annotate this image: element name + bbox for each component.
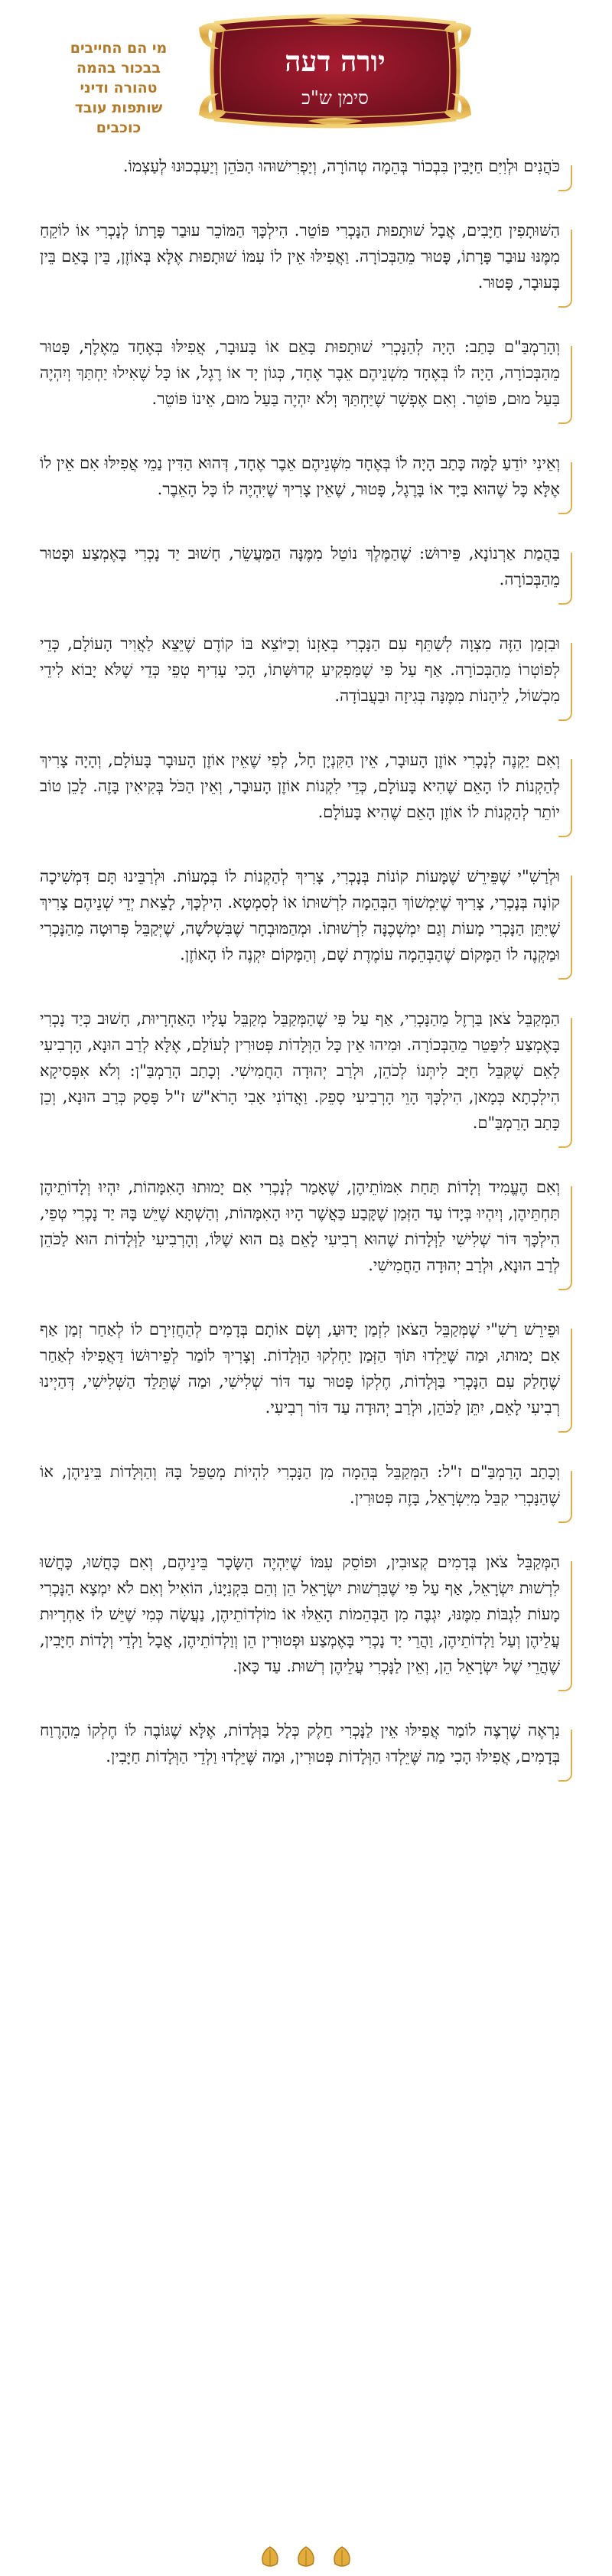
text-paragraph: הַמְּקַבֵּל צֹאן בְּדָמִים קְצוּבִין, וּפוֹסֵק עִמּוֹ שֶׁיִּהְיֶה הַשָּׂכָר בֵּינֵיהֶם, וְאִם כָּחֲשׁוּ, כָּחֲשׁוּ לִרְשׁוּת יִשְׂרָאֵל, אַף עַל פִּי שֶׁבִּרְשׁוּת יִשְׂרָאֵל הֵן וְהֵם בִּקְנִיָּנוֹ, הוֹאִיל וְאִם לֹא יִמְצָא הַנָּכְרִי מָעוֹת לִגְבּוֹת מִמֶּנּוּ, יִגְבֶּה מִן הַבְּהֵמוֹת הָאֵלּוּ אוֹ מוֹלְדוֹתֵיהֶן, נַעֲשָׂה כְּמִי שֶׁיֵּשׁ לוֹ אַחְרָיוּת עֲלֵיהֶן וְעַל וַלְדוֹתֵיהֶן, וַהֲרֵי יַד נָכְרִי בָּאֶמְצַע וּפְטוּרִין הֵן וְוַלְדוֹתֵיהֶן, אֲבָל וַלְדֵי וְלָדוֹת חַיָּבִין, שֶׁהֲרֵי שֶׁל יִשְׂרָאֵל הֵן, וְאֵין לַנָּכְרִי עֲלֵיהֶן רְשׁוּת. עַד כָּאן. bbox=[40, 1549, 572, 1691]
text-body bbox=[0, 153, 612, 1808]
banner-title: יורה דעה bbox=[285, 44, 386, 78]
title-banner bbox=[193, 14, 477, 129]
text-paragraph: וְכָתַב הָרַמְבַּ"ם ז"ל: הַמְּקַבֵּל בְּהֵמָה מִן הַנָּכְרִי לִהְיוֹת מְטַפֵּל בָּהּ וְהַוְּלָדוֹת בֵּינֵיהֶן, אוֹ שֶׁהַנָּכְרִי קִבֵּל מִיִּשְׂרָאֵל, בָּזֶה פְּטוּרִין. bbox=[40, 1459, 572, 1523]
topic-note-line: בבכור בהמה bbox=[76, 60, 161, 77]
topic-note-line: שותפות עובד bbox=[74, 99, 163, 116]
text-paragraph: וּפֵירֵשׁ רַשִׁ"י שֶׁמְּקַבֵּל הַצֹּאן לִזְמַן יָדוּעַ, וְשָׂם אוֹתָם בְּדָמִים לְהַחֲזִירָם לוֹ לְאַחַר זְמַן אַף אִם יָמוּתוּ, וּמַה שֶּׁיֵּלְדוּ תּוֹךְ הַזְּמַן יַחְלְקוּ הַוְּלָדוֹת. וְצָרִיךְ לוֹמַר לְפֵירוּשׁוֹ דַּאֲפִילּוּ לְאַחַר שֶׁחָלַק עִם הַנָּכְרִי בַּוְּלָדוֹת, חֶלְקוֹ פָּטוּר עַד דּוֹר שְׁלִישִׁי, וּמַה שֶּׁתֵּלֵד הַשְּׁלִישִׁי, דְּהַיְינוּ רְבִיעִי לָאֵם, יִתֵּן לַכֹּהֵן, וּלְרַב יְהוּדָה עַד דּוֹר רְבִיעִי. bbox=[40, 1316, 572, 1433]
page-header bbox=[0, 0, 612, 153]
text-paragraph: וְאֵינִי יוֹדֵעַ לָמָּה כָּתַב הָיָה לוֹ בְּאֶחָד מִשְּׁנֵיהֶם אֵבֶר אֶחָד, דְּהוּא הַדִּין נַמֵי אֲפִילּוּ אִם אֵין לוֹ אֶלָּא כָּל שֶׁהוּא בַּיָּד אוֹ בָּרֶגֶל, פָּטוּר, שֶׁאֵין צָרִיךְ שֶׁיִּהְיֶה לוֹ כָּל הָאֵבֶר. bbox=[40, 450, 572, 514]
gold-leaf-icon bbox=[330, 2545, 353, 2568]
footer-ornament bbox=[0, 2545, 612, 2571]
text-paragraph: וְהָרַמְבַּ"ם כָּתַב: הָיָה לְהַנָּכְרִי שׁוּתָפוּת בָּאֵם אוֹ בָּעוּבָר, אֲפִילּוּ בְּאֶחָד מֵאֶלֶף, פָּטוּר מֵהַבְּכוֹרָה, הָיָה לוֹ בְּאֶחָד מִשְׁנֵיהֶם אֵבֶר אֶחָד, כְּגוֹן יָד אוֹ רֶגֶל, אוֹ כָּל שֶׁאִילוּ יַחְתַּךְ וְיִהְיֶה בַּעַל מוּם, פּוֹטֵר. וְאִם אֶפְשָׁר שֶׁיַּחְתַּךְ וְלֹא יִהְיֶה בַּעַל מוּם, אֵינוֹ פּוֹטֵר. bbox=[40, 334, 572, 424]
text-paragraph: הַשּׁוּתָפִין חַיָּבִים, אֲבָל שׁוּתָפוּת הַנָּכְרִי פּוֹטֵר. הִילְכָּךְ הַמּוֹכֵר עוּבַר פָּרָתוֹ לְנָכְרִי אוֹ לוֹקֵחַ מִמֶּנּוּ עוּבַר פָּרָתוֹ, פָּטוּר מֵהַבְּכוֹרָה. וַאֲפִילּוּ אֵין לוֹ עִמּוֹ שׁוּתָפוּת אֶלָּא בְּאוֹזֶן, בֵּין בָּאֵם בֵּין בָּעוּבָר, פָּטוּר. bbox=[40, 217, 572, 308]
topic-note-line: מי הם החייבים bbox=[70, 40, 168, 57]
text-paragraph: כֹּהֲנִים וּלְוִיִּם חַיָּבִין בִּבְכוֹר בְּהֵמָה טְהוֹרָה, וְיַפְרִישׁוּהוּ הַכֹּהֵן וְיַעַבְכוּנוּ לְעַצְמוֹ. bbox=[40, 153, 572, 191]
topic-note-line: טהורה ודיני bbox=[80, 80, 158, 96]
banner-siman: סימן ש"כ bbox=[301, 87, 369, 109]
gold-leaf-icon bbox=[259, 2545, 282, 2568]
text-paragraph: וְאִם הֶעֱמִיד וְלָדוֹת תַּחַת אִמּוֹתֵיהֶן, שֶׁאָמַר לְנָכְרִי אִם יָמוּתוּ הָאִמָּהוֹת, יִהְיוּ וְלָדוֹתֵיהֶן תַּחְתֵּיהֶן, וְיִהְיוּ בְּיָדוֹ עַד הַזְּמַן שֶׁקָּבַע כַּאֲשֶׁר הָיוּ הָאִמָּהוֹת, וְהַשְׁתָּא שֶׁיֵּשׁ בָּהּ יַד נָכְרִי טְפֵי, הִילְכָּךְ דּוֹר שְׁלִישִׁי לַוְּלָדוֹת שֶׁהוּא רְבִיעִי לָאֵם גַּם הוּא שֶׁלּוֹ, וְהָרְבִיעִי לַוְּלָדוֹת הוּא לַכֹּהֵן לְרַב הוּנָא, וּלְרַב יְהוּדָה הַחֲמִישִׁי. bbox=[40, 1174, 572, 1290]
topic-note-line: כוכבים bbox=[96, 119, 142, 136]
text-paragraph: נִרְאֶה שֶׁרְצֶה לוֹמַר אֲפִילּוּ אֵין לַנָּכְרִי חֵלֶק כְּלָל בַּוְּלָדוֹת, אֶלָּא שֶׁגּוֹבֶה לוֹ חֶלְקוֹ מֵהָרֶוַח בְּדָמִים, אֲפִילּוּ הָכִי מַה שֶּׁיֵּלְדוּ הַוְּלָדוֹת פְּטוּרִין, וּמַה שֶּׁיֵּלְדוּ וַלְדֵי הַוְּלָדוֹת חַיָּבִין. bbox=[40, 1717, 572, 1782]
topic-note bbox=[61, 38, 176, 138]
text-paragraph: וּלְרַשִׁ"י שֶׁפֵּירֵשׁ שֶׁמָּעוֹת קוֹנוֹת בְּנָכְרִי, צָרִיךְ לְהַקְנוֹת לוֹ בְּמָעוֹת. וּלְרַבֵּינוּ תָּם דִּמְשִׁיכָה קוֹנָה בְּנָכְרִי, צָרִיךְ שֶׁיִּמְשׁוֹךְ הַבְּהֵמָה לִרְשׁוּתוֹ אוֹ לְסִמְטָא. הִילְכָּךְ, לָצֵאת יְדֵי שְׁנֵיהֶם צָרִיךְ שֶׁיִּתֵּן הַנָּכְרִי מָעוֹת וְגַם יִמְשְׁכֶנָּה לִרְשׁוּתוֹ. וּמְהַמּוּבְחָר שֶׁבִּשְׁלֹשָׁה, שֶׁיְּקַבֵּל פְּרוּטָה מֵהַנָּכְרִי וּמַקְנֶה לוֹ הַמָּקוֹם שֶׁהַבְּהֵמָה עוֹמֶדֶת שָׁם, וְהַמָּקוֹם יִקְנֶה לוֹ הָאוֹזֶן. bbox=[40, 863, 572, 980]
text-paragraph: הַמְּקַבֵּל צֹאן בַּרְזֶל מֵהַנָּכְרִי, אַף עַל פִּי שֶׁהַמְּקַבֵּל מְקַבֵּל עָלָיו הָאַחְרָיוּת, חָשׁוּב כְּיַד נָכְרִי בָּאֶמְצַע לִיפָּטֵר מֵהַבְּכוֹרָה. וּמִיהוּ אֵין כָּל הַוְּלָדוֹת פְּטוּרִין לְעוֹלָם, אֶלָּא לְרַב הוּנָא, הָרְבִיעִי לָאֵם שֶׁקִּבֵּל חַיָּב לִיתְּנוֹ לְכֹהֵן, וּלְרַב יְהוּדָה הַחֲמִישִׁי. וְכָתַב הָרַמְבַּ"ן: וְלֹא אִפְּסִיקָא הִילְכְתָא כְּמָאן, הִילְכָּךְ הָוֵי הָרְבִיעִי סָפֵק. וַאֲדוֹנִי אָבִי הָרֹא"שׁ ז"ל פָּסַק כְּרַב הוּנָא, וְכֵן כָּתַב הָרַמְבַּ"ם. bbox=[40, 1006, 572, 1148]
text-paragraph: וְאִם יַקְנֶה לְנָכְרִי אוֹזֶן הָעוּבָר, אֵין הַקִּנְיָן חָל, לְפִי שֶׁאֵין אוֹזֶן הָעוּבָר בָּעוֹלָם, וְהָיָה צָרִיךְ לְהַקְנוֹת לוֹ הָאֵם שֶׁהִיא בָּעוֹלָם, כְּדֵי לִקְנוֹת אוֹזֶן הָעוּבָר, וְאֵין הַכֹּל בְּקִיאִין בָּזֶה. לָכֵן טוֹב יוֹתֵר לְהַקְנוֹת לוֹ אוֹזֶן הָאֵם שֶׁהִיא בָּעוֹלָם. bbox=[40, 747, 572, 837]
text-paragraph: וּבִזְמַן הַזֶּה מִצְוָה לְשַׁתֵּף עִם הַנָּכְרִי בְּאָזְנוֹ וְכַיּוֹצֵא בּוֹ קוֹדֶם שֶׁיֵּצֵא לַאֲוִיר הָעוֹלָם, כְּדֵי לְפוֹטְרוֹ מֵהַבְּכוֹרָה. אַף עַל פִּי שֶׁמַּפְקִיעַ קְדוּשָּׁתוֹ, הָכִי עָדִיף טְפֵי כְּדֵי שֶׁלֹּא יָבוֹא לִידֵי מִכְשׁוֹל, לֵיהָנוֹת מִמֶּנָּה בְּגִיזָה וּבַעֲבוֹדָה. bbox=[40, 631, 572, 721]
text-paragraph: בַּהֲמַת אַרְנוֹנָא, פֵּירוּשׁ: שֶׁהַמֶּלֶךְ נוֹטֵל מִמֶּנָּה הַמַּעֲשֵׂר, חָשׁוּב יַד נָכְרִי בָּאֶמְצַע וּפָטוּר מֵהַבְּכוֹרָה. bbox=[40, 540, 572, 605]
gold-leaf-icon bbox=[295, 2545, 317, 2568]
